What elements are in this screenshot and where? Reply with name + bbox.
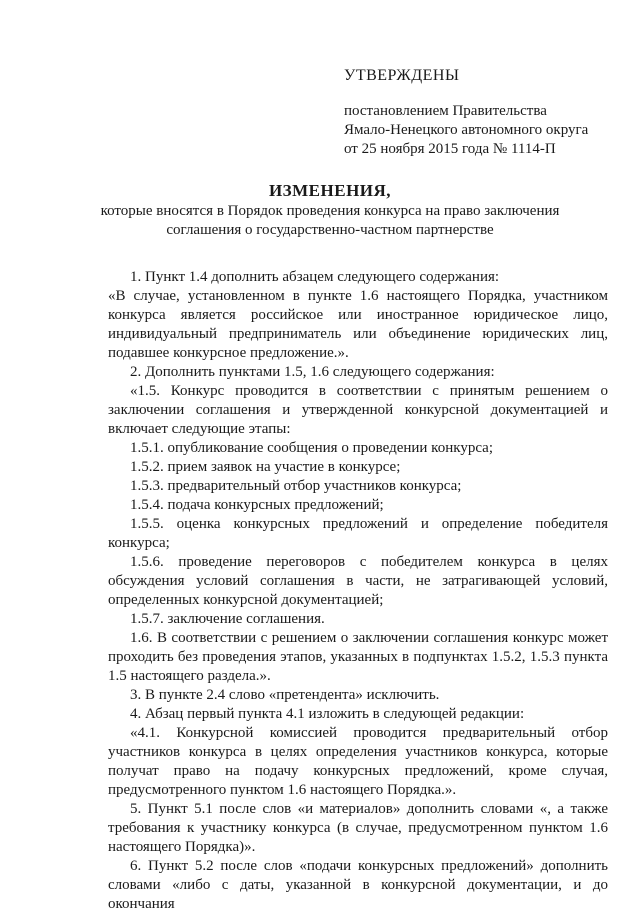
paragraph: 2. Дополнить пунктами 1.5, 1.6 следующего содержания: [130,364,495,380]
document-body [108,268,608,914]
subheading-line: соглашения о государственно-частном партнерстве [166,222,494,238]
approval-line: Ямало-Ненецкого автономного округа [344,122,589,138]
paragraph: 1.5.6. проведение переговоров с победителем конкурса в целях обсуждения условий соглашения в части, не затрагивающей условий, определенных конкурсной документацией; [108,554,608,608]
paragraph: 1. Пункт 1.4 дополнить абзацем следующего содержания: [130,269,500,285]
approval-title: УТВЕРЖДЕНЫ [344,67,460,84]
document-subheading [60,202,600,240]
paragraph: 1.5.1. опубликование сообщения о проведении конкурса; [130,440,493,456]
document-heading: ИЗМЕНЕНИЯ, [268,181,392,200]
paragraph: «В случае, установленном в пункте 1.6 настоящего Порядка, участником конкурса является российское или иностранное юридическое лицо, индивидуальный предприниматель или объединение юридических лиц, подавшее конкурсное предложение.». [108,288,608,361]
paragraph: 1.5.5. оценка конкурсных предложений и определение победителя конкурса; [108,516,608,551]
paragraph: 1.5.7. заключение соглашения. [130,611,325,627]
approval-line: постановлением Правительства [344,103,547,119]
paragraph: 4. Абзац первый пункта 4.1 изложить в следующей редакции: [130,706,525,722]
paragraph: 1.5.4. подача конкурсных предложений; [130,497,384,513]
subheading-line: которые вносятся в Порядок проведения конкурса на право заключения [100,203,560,219]
paragraph: 1.5.2. прием заявок на участие в конкурсе; [130,459,401,475]
paragraph: 5. Пункт 5.1 после слов «и материалов» дополнить словами «, а также требования к участнику конкурса (в случае, предусмотренном пунктом 1.6 настоящего Порядка)». [108,801,608,855]
approval-block [344,66,634,159]
paragraph: 6. Пункт 5.2 после слов «подачи конкурсных предложений» дополнить словами «либо с даты, указанной в конкурсной документации, и до окончания [108,858,608,912]
approval-line: от 25 ноября 2015 года № 1114-П [344,141,556,157]
paragraph: 3. В пункте 2.4 слово «претендента» исключить. [130,687,440,703]
paragraph: 1.6. В соответствии с решением о заключении соглашения конкурс может проходить без проведения этапов, указанных в подпунктах 1.5.2, 1.5.3 пункта 1.5 настоящего раздела.». [108,630,608,684]
paragraph: «1.5. Конкурс проводится в соответствии с принятым решением о заключении соглашения и утвержденной конкурсной документацией и включает следующие этапы: [108,383,608,437]
paragraph: «4.1. Конкурсной комиссией проводится предварительный отбор участников конкурса в целях определения участников конкурса, которые получат право на подачу конкурсных предложений, кроме случая, предусмотренного пунктом 1.6 настоящего Порядка.». [108,725,608,798]
paragraph: 1.5.3. предварительный отбор участников конкурса; [130,478,462,494]
